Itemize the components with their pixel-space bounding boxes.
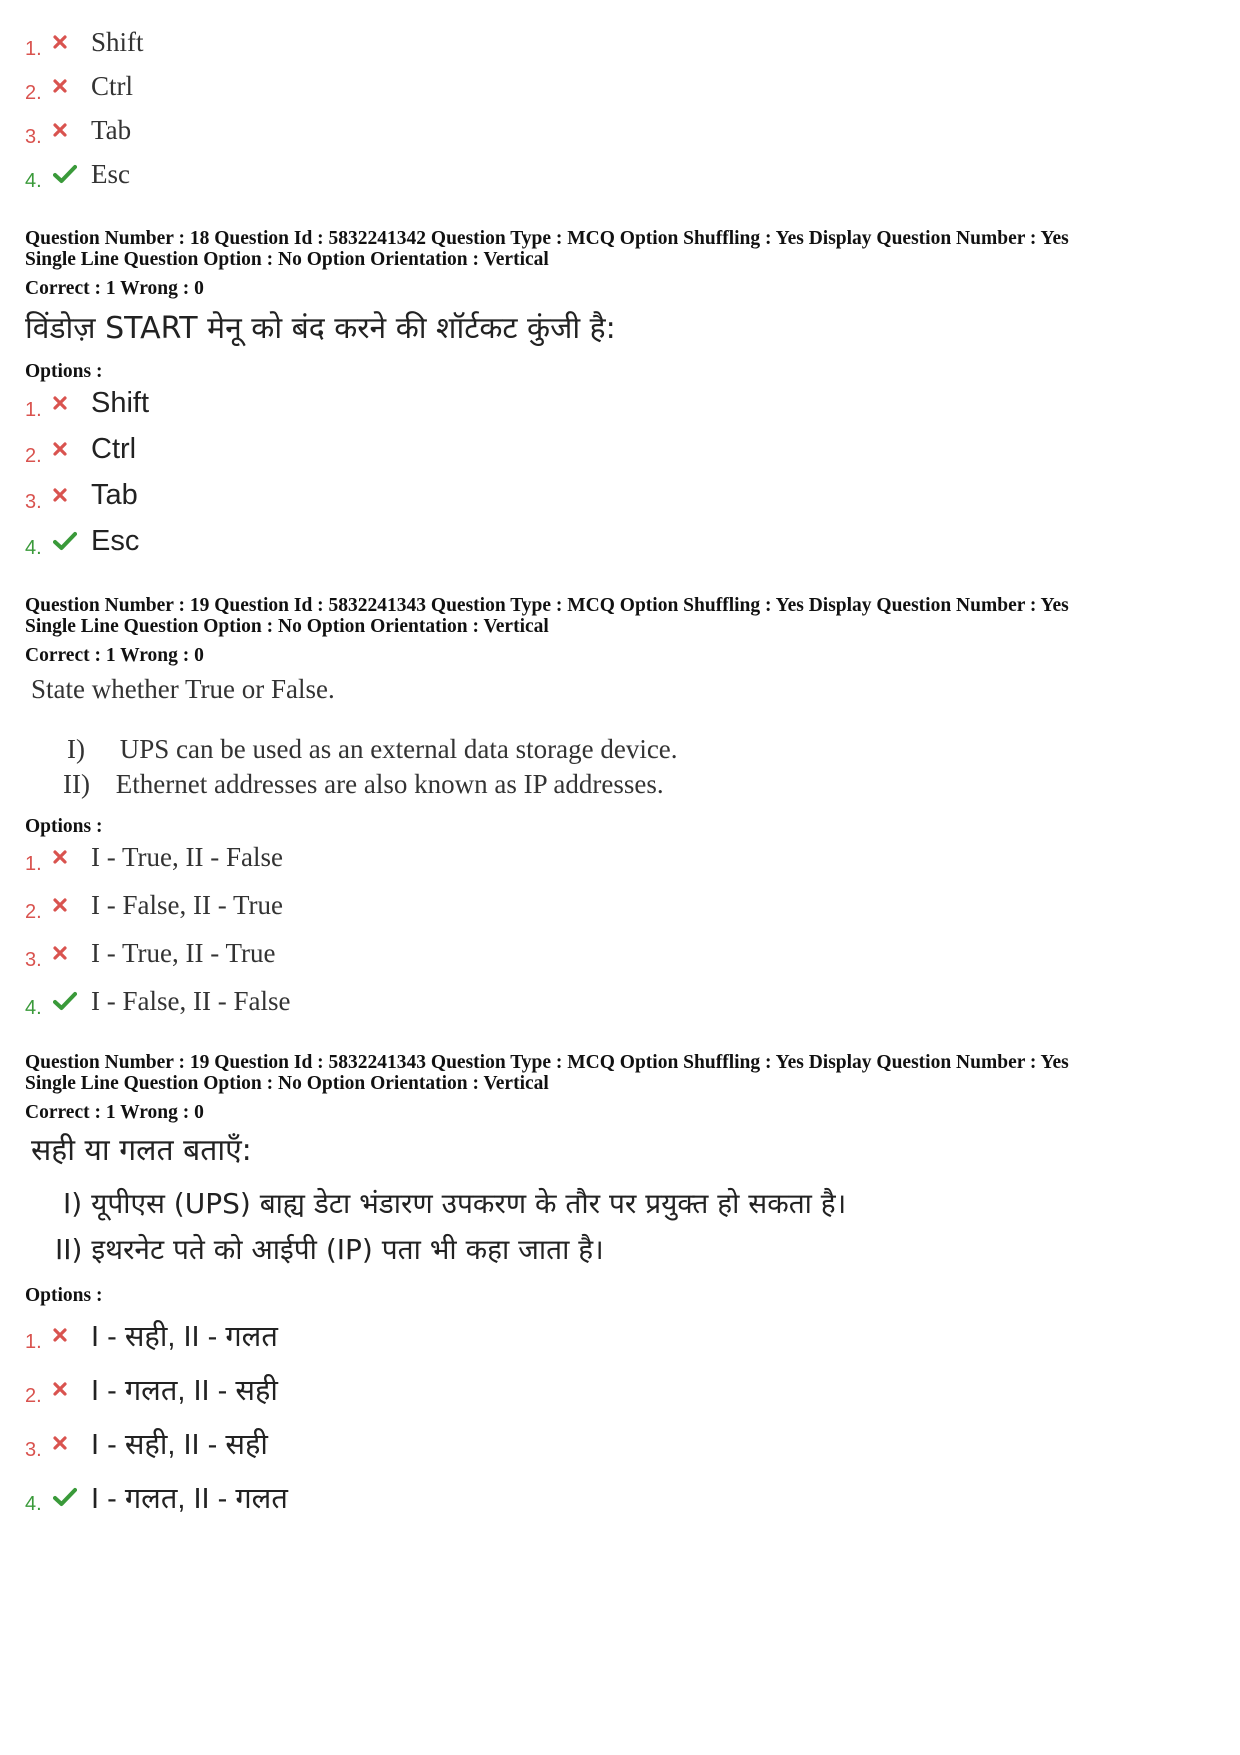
cross-icon	[51, 1328, 91, 1342]
question-meta-line1: Question Number : 19 Question Id : 5832241343 Question Type : MCQ Option Shuffling : Yes Display Question Number : Yes	[25, 1052, 1069, 1073]
cross-icon	[51, 442, 91, 456]
option-row	[25, 426, 1225, 472]
option-text: Tab	[91, 478, 138, 511]
options-label: Options :	[25, 361, 103, 382]
statement-text: Ethernet addresses are also known as IP addresses.	[115, 769, 664, 799]
option-number: 1.	[25, 398, 42, 421]
question-19-english	[25, 595, 1225, 1025]
statement-item: II) इथरनेट पते को आईपी (IP) पता भी कहा जाता है।	[55, 1233, 604, 1266]
option-row	[25, 929, 1225, 977]
option-number: 3.	[25, 948, 42, 971]
option-number: 2.	[25, 444, 42, 467]
question-meta-line2: Single Line Question Option : No Option Orientation : Vertical	[25, 249, 549, 270]
question-19-hindi	[25, 1052, 1225, 1524]
question-text: सही या गलत बताएँ:	[31, 1133, 252, 1168]
option-row	[25, 108, 1225, 152]
question-meta-line2: Single Line Question Option : No Option Orientation : Vertical	[25, 616, 549, 637]
question-meta-line2: Single Line Question Option : No Option Orientation : Vertical	[25, 1073, 549, 1094]
option-text: Tab	[91, 114, 132, 145]
cross-icon	[51, 396, 91, 410]
option-number: 3.	[25, 1438, 42, 1461]
option-row	[25, 472, 1225, 518]
option-text: I - गलत, II - गलत	[91, 1482, 288, 1515]
cross-icon	[51, 946, 91, 960]
cross-icon	[51, 1382, 91, 1396]
cross-icon	[51, 488, 91, 502]
question-18	[25, 228, 1225, 564]
option-row	[25, 1416, 1225, 1470]
option-row	[25, 881, 1225, 929]
option-text: I - True, II - False	[91, 841, 283, 872]
option-text: I - True, II - True	[91, 937, 276, 968]
option-text: I - सही, II - सही	[91, 1428, 268, 1461]
question-text: State whether True or False.	[31, 674, 335, 704]
option-row	[25, 977, 1225, 1025]
option-number: 2.	[25, 81, 42, 104]
options-label: Options :	[25, 816, 103, 837]
top-options-list	[25, 20, 1225, 196]
option-number: 1.	[25, 37, 42, 60]
option-number: 4.	[25, 1492, 42, 1515]
option-text: I - False, II - True	[91, 889, 283, 920]
marks-line: Correct : 1 Wrong : 0	[25, 278, 204, 299]
option-number: 4.	[25, 536, 42, 559]
option-number: 3.	[25, 490, 42, 513]
cross-icon	[51, 79, 91, 93]
option-text: I - गलत, II - सही	[91, 1374, 278, 1407]
option-text: Ctrl	[91, 432, 137, 465]
option-text: I - सही, II - गलत	[91, 1320, 278, 1353]
cross-icon	[51, 35, 91, 49]
statement-label: II)	[63, 769, 90, 799]
statements-list	[63, 732, 1225, 802]
statement-item	[63, 767, 1225, 802]
option-row	[25, 1362, 1225, 1416]
cross-icon	[51, 123, 91, 137]
option-text: Esc	[91, 158, 130, 189]
option-number: 3.	[25, 125, 42, 148]
statement-label: I)	[67, 734, 85, 764]
option-number: 4.	[25, 169, 42, 192]
option-row	[25, 518, 1225, 564]
option-row	[25, 1308, 1225, 1362]
options-label: Options :	[25, 1285, 103, 1306]
option-text: Shift	[91, 26, 144, 57]
cross-icon	[51, 850, 91, 864]
option-text: I - False, II - False	[91, 985, 291, 1016]
check-icon	[51, 1487, 91, 1507]
statement-item	[67, 732, 1225, 767]
statement-text: UPS can be used as an external data storage device.	[119, 734, 678, 764]
question-meta-line1: Question Number : 19 Question Id : 5832241343 Question Type : MCQ Option Shuffling : Yes Display Question Number : Yes	[25, 595, 1069, 616]
statements-list	[55, 1181, 1225, 1273]
option-text: Shift	[91, 386, 150, 419]
option-row	[25, 380, 1225, 426]
statement-item: I) यूपीएस (UPS) बाह्य डेटा भंडारण उपकरण के तौर पर प्रयुक्त हो सकता है।	[63, 1187, 847, 1220]
option-row	[25, 1470, 1225, 1524]
option-text: Ctrl	[91, 70, 134, 101]
check-icon	[51, 531, 91, 551]
option-number: 1.	[25, 852, 42, 875]
check-icon	[51, 991, 91, 1011]
option-row	[25, 833, 1225, 881]
option-row	[25, 64, 1225, 108]
option-row	[25, 152, 1225, 196]
option-number: 2.	[25, 1384, 42, 1407]
option-text: Esc	[91, 524, 140, 557]
option-number: 4.	[25, 996, 42, 1019]
option-number: 1.	[25, 1330, 42, 1353]
marks-line: Correct : 1 Wrong : 0	[25, 645, 204, 666]
cross-icon	[51, 1436, 91, 1450]
marks-line: Correct : 1 Wrong : 0	[25, 1102, 204, 1123]
question-text: विंडोज़ START मेनू को बंद करने की शॉर्टकट कुंजी है:	[25, 311, 616, 346]
check-icon	[51, 164, 91, 184]
question-meta-line1: Question Number : 18 Question Id : 5832241342 Question Type : MCQ Option Shuffling : Yes Display Question Number : Yes	[25, 228, 1069, 249]
option-row	[25, 20, 1225, 64]
cross-icon	[51, 898, 91, 912]
option-number: 2.	[25, 900, 42, 923]
